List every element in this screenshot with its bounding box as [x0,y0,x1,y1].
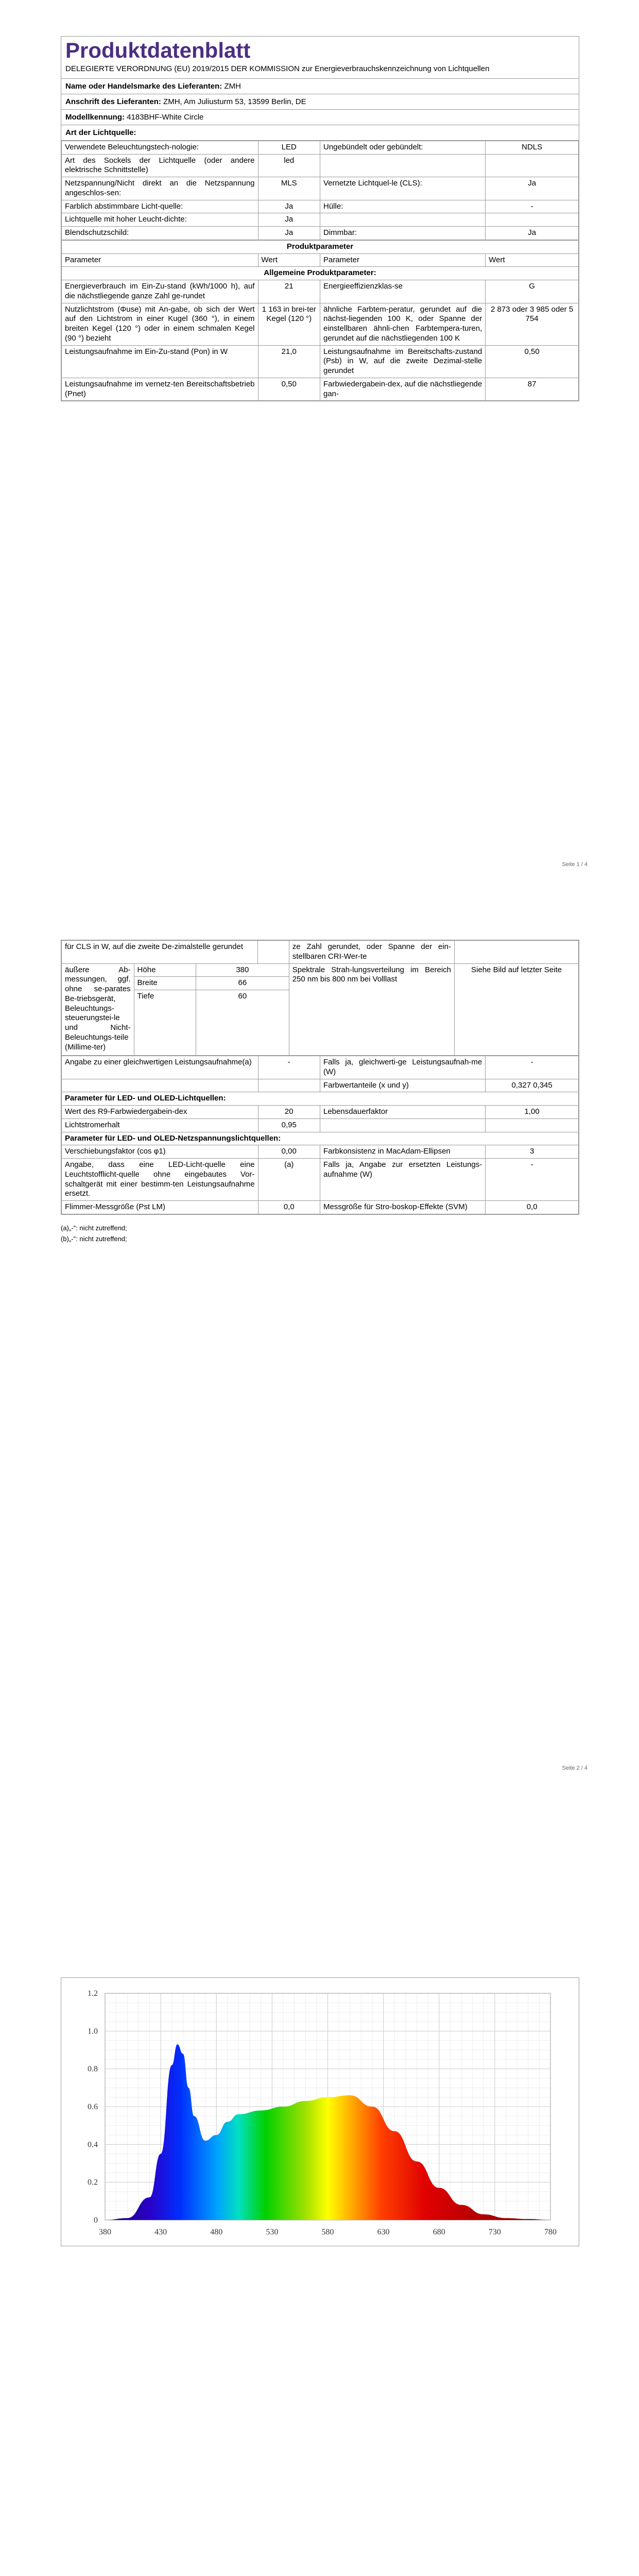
x-tick-label: 730 [488,2228,501,2236]
model-id-value: 4183BHF-White Circle [127,112,204,122]
table-row [62,303,579,345]
param-label: Nutzlichtstrom (Φuse) mit An-gabe, ob sich der Wert auf den Lichtstrom in einer Kugel (360 °), in einem breiten Kegel (120 °) oder in einem schmalen Kegel (90 °) bezieht [62,303,258,345]
led-parameters-heading: Parameter für LED- und OLED-Lichtquellen: [62,1092,579,1106]
table-row [62,941,579,964]
spectral-chart [61,1977,579,2246]
param-label: Lichtquelle mit hoher Leucht-dichte: [62,213,258,227]
param-value: 20 [258,1106,320,1119]
supplier-name-label: Name oder Handelsmarke des Lieferanten: [65,81,222,91]
param-value: 0,327 0,345 [486,1079,579,1092]
param-value [258,941,289,964]
table-row [62,963,579,977]
page-1 [0,0,639,904]
dimension-height-label: Höhe [134,963,196,977]
param-label: Wert des R9-Farbwiedergabein-dex [62,1106,258,1119]
param-label: ähnliche Farbtem-peratur, gerundet auf die nächst-liegenden 100 K, oder Spanne der einstellbaren ähnli-chen Farbtempera-turen, gerundet auf die nächstliegenden 100 K [320,303,485,345]
spectral-value: Siehe Bild auf letzter Seite [455,963,579,1056]
param-label: Art des Sockels der Lichtquelle (oder andere elektrische Schnittstelle) [62,154,258,177]
param-value: Ja [258,227,320,240]
param-label: Falls ja, Angabe zur ersetzten Leistungs-aufnahme (W) [320,1159,485,1201]
param-label [62,1079,258,1092]
param-label [320,154,485,177]
page-number: Seite 2 / 4 [562,1765,588,1771]
light-source-type-heading [61,125,579,141]
dimension-width-label: Breite [134,977,196,990]
param-value: 1,00 [486,1106,579,1119]
model-id-label: Modellkennung: [65,112,125,122]
param-value: 21,0 [258,345,320,378]
param-value: - [258,1056,320,1079]
table-row [62,177,579,200]
param-label: Farbwertanteile (x und y) [320,1079,485,1092]
param-value: 3 [486,1145,579,1159]
param-value: G [486,280,579,303]
param-value [486,1118,579,1132]
param-value: - [486,1056,579,1079]
y-tick-label: 0.2 [88,2178,98,2187]
general-parameters-heading: Allgemeine Produktparameter: [62,267,579,280]
table-row [62,141,579,154]
param-value: Ja [258,200,320,213]
col-parameter-header: Parameter [62,253,258,267]
param-value: 2 873 oder 3 985 oder 5 754 [486,303,579,345]
param-value: 0,50 [258,378,320,401]
x-tick-label: 680 [433,2228,445,2236]
spectral-chart-svg [61,1978,579,2246]
param-value [486,213,579,227]
col-parameter-header-2: Parameter [320,253,485,267]
x-tick-label: 630 [377,2228,390,2236]
page-2 [0,904,639,1807]
dimension-depth-value: 60 [196,990,289,1056]
param-label: Angabe, dass eine LED-Licht-quelle eine Leuchtstofflicht-quelle ohne eingebautes Vor-schaltgerät mit einer bestimm-ten Leistungsaufnahme ersetzt. [62,1159,258,1201]
param-label: Leistungsaufnahme im Bereitschafts-zustand (Psb) in W, auf die zweite Dezimal-stelle gerundet [320,345,485,378]
param-value: 0,0 [486,1201,579,1214]
datasheet-page-2 [61,940,579,1215]
table-row [62,213,579,227]
param-label: Verwendete Beleuchtungstech-nologie: [62,141,258,154]
datasheet-page-1 [61,36,579,401]
table-row [62,280,579,303]
x-tick-label: 480 [210,2228,223,2236]
dimension-width-value: 66 [196,977,289,990]
table-row [62,154,579,177]
table-row [62,345,579,378]
table-row [62,1145,579,1159]
supplier-address-value: ZMH, Am Juliusturm 53, 13599 Berlin, DE [163,97,306,106]
param-value: 0,0 [258,1201,320,1214]
param-value: (a) [258,1159,320,1201]
light-source-type-label: Art der Lichtquelle: [65,128,136,137]
table-row [62,227,579,240]
param-value: 0,95 [258,1118,320,1132]
y-tick-label: 1.2 [88,1989,98,1998]
param-value [455,941,579,964]
param-label: Blendschutzschild: [62,227,258,240]
x-tick-label: 530 [266,2228,279,2236]
param-value: 0,50 [486,345,579,378]
table-row [62,1106,579,1119]
dimensions-label: äußere Ab-messungen, ggf. ohne se-parates Be-triebsgerät, Beleuchtungs-steuerungstei-le und Nicht-Beleuchtungs-teile (Millime-ter) [62,963,134,1056]
supplier-name-value: ZMH [224,81,241,91]
param-label: Verschiebungsfaktor (cos φ1) [62,1145,258,1159]
product-parameters-heading: Produktparameter [62,240,579,253]
param-label: Lichtstromerhalt [62,1118,258,1132]
spectral-label: Spektrale Strah-lungsverteilung im Bereich 250 nm bis 800 nm bei Volllast [289,963,454,1056]
param-label: Leistungsaufnahme im vernetz-ten Bereitschaftsbetrieb (Pnet) [62,378,258,401]
supplier-address-line [61,94,579,110]
param-value [486,154,579,177]
param-label: Energieverbrauch im Ein-Zu-stand (kWh/1000 h), auf die nächstliegende ganze Zahl ge-rundet [62,280,258,303]
y-tick-label: 1.0 [88,2027,98,2036]
param-label: Farblich abstimmbare Licht-quelle: [62,200,258,213]
param-label: für CLS in W, auf die zweite De-zimalstelle gerundet [62,941,258,964]
footnote-a: (a)„-": nicht zutreffend; [61,1224,127,1232]
param-value: MLS [258,177,320,200]
param-value: 21 [258,280,320,303]
x-tick-label: 780 [544,2228,557,2236]
table-row [62,200,579,213]
param-label: Vernetzte Lichtquel-le (CLS): [320,177,485,200]
x-tick-label: 430 [154,2228,167,2236]
light-source-table [61,141,579,240]
page-3 [0,1807,639,2576]
param-label: Netzspannung/Nicht direkt an die Netzspannung angeschlos-sen: [62,177,258,200]
table-row [62,1079,579,1092]
product-parameters-table [61,240,579,401]
param-label: Farbkonsistenz in MacAdam-Ellipsen [320,1145,485,1159]
param-label: Ungebündelt oder gebündelt: [320,141,485,154]
table-row [62,1159,579,1201]
model-id-line [61,110,579,125]
footnotes [61,1223,127,1245]
supplier-name-line [61,79,579,94]
y-tick-label: 0.4 [88,2140,98,2149]
param-label: Leistungsaufnahme im Ein-Zu-stand (Pon) in W [62,345,258,378]
param-value: - [486,1159,579,1201]
param-label [320,1118,485,1132]
dimension-depth-label: Tiefe [134,990,196,1056]
table-row [62,1201,579,1214]
param-value: NDLS [486,141,579,154]
param-label [320,213,485,227]
param-value: Ja [486,177,579,200]
col-value-header-2: Wert [486,253,579,267]
mls-parameters-heading: Parameter für LED- und OLED-Netzspannungslichtquellen: [62,1132,579,1145]
param-value: LED [258,141,320,154]
x-tick-label: 380 [99,2228,111,2236]
table-row [62,1056,579,1079]
param-label: Energieeffizienzklas-se [320,280,485,303]
param-value [258,1079,320,1092]
y-tick-label: 0 [94,2216,98,2225]
supplier-address-label: Anschrift des Lieferanten: [65,97,161,106]
param-value: 87 [486,378,579,401]
param-label: Dimmbar: [320,227,485,240]
x-tick-label: 580 [321,2228,334,2236]
param-label: Flimmer-Messgröße (Pst LM) [62,1201,258,1214]
page-number: Seite 1 / 4 [562,861,588,868]
y-tick-label: 0.6 [88,2103,98,2111]
continued-table [61,940,579,1056]
param-label: Lebensdauerfaktor [320,1106,485,1119]
regulation-subtitle: DELEGIERTE VERORDNUNG (EU) 2019/2015 DER KOMMISSION zur Energieverbrauchskennzeichnung von Lichtquellen [61,62,579,79]
table-row [62,378,579,401]
param-label: Angabe zu einer gleichwertigen Leistungsaufnahme(a) [62,1056,258,1079]
dimension-height-value: 380 [196,963,289,977]
param-value: Ja [486,227,579,240]
param-value: led [258,154,320,177]
param-value: Ja [258,213,320,227]
param-label: Messgröße für Stro-boskop-Effekte (SVM) [320,1201,485,1214]
document-title: Produktdatenblatt [65,38,251,62]
p2-main-table [61,1056,579,1214]
param-label: Farbwiedergabein-dex, auf die nächstliegende gan- [320,378,485,401]
table-row [62,1118,579,1132]
param-label: Falls ja, gleichwerti-ge Leistungsaufnah-me (W) [320,1056,485,1079]
param-label: Hülle: [320,200,485,213]
param-label: ze Zahl gerundet, oder Spanne der ein-stellbaren CRI-Wer-te [289,941,454,964]
y-tick-label: 0.8 [88,2064,98,2074]
footnote-b: (b)„-": nicht zutreffend; [61,1234,127,1243]
param-value: 1 163 in brei-ter Kegel (120 °) [258,303,320,345]
col-value-header: Wert [258,253,320,267]
param-value: - [486,200,579,213]
param-value: 0,00 [258,1145,320,1159]
